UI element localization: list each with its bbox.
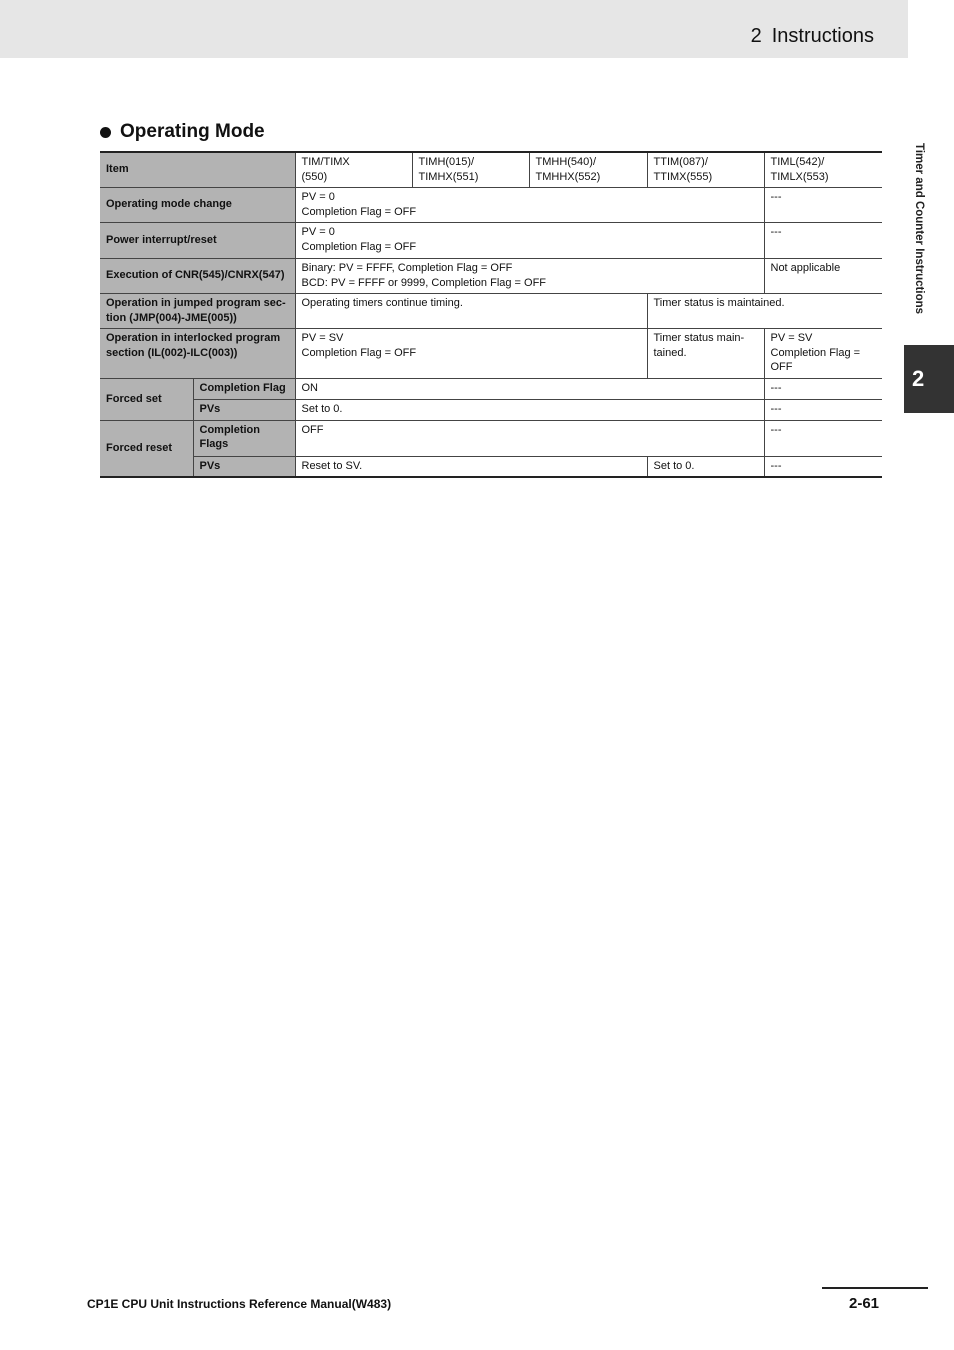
- row-value: PV = 0 Completion Flag = OFF: [295, 223, 764, 259]
- header-tmhh: TMHH(540)/ TMHHX(552): [529, 152, 647, 188]
- row-value-timl: Not applicable: [764, 259, 882, 294]
- section-title: [100, 121, 265, 143]
- header-timh: TIMH(015)/ TIMHX(551): [412, 152, 529, 188]
- chapter-number: 2: [750, 25, 762, 47]
- row-label: Operation in jumped program sec- tion (JMP(004)-JME(005)): [100, 294, 295, 329]
- sub-label: PVs: [193, 400, 295, 421]
- header-timl: TIML(542)/ TIMLX(553): [764, 152, 882, 188]
- row-value: OFF: [295, 420, 764, 456]
- header-tim: TIM/TIMX (550): [295, 152, 412, 188]
- row-value-timl: ---: [764, 400, 882, 421]
- row-label: Execution of CNR(545)/CNRX(547): [100, 259, 295, 294]
- row-value-timl: ---: [764, 420, 882, 456]
- side-section-label: [905, 143, 935, 338]
- row-label: Operating mode change: [100, 188, 295, 223]
- section-title-text: Operating Mode: [120, 121, 265, 142]
- row-value: PV = 0 Completion Flag = OFF: [295, 188, 764, 223]
- row-value-timl: ---: [764, 456, 882, 477]
- row-value-ttim: Set to 0.: [647, 456, 764, 477]
- row-value: PV = SV Completion Flag = OFF: [295, 329, 647, 379]
- row-value: Reset to SV.: [295, 456, 647, 477]
- chapter-tab: [904, 345, 954, 413]
- footer-rule: [822, 1287, 928, 1289]
- row-label-forced-set: Forced set: [100, 379, 193, 421]
- bullet-icon: [100, 127, 111, 138]
- row-value: Operating timers continue timing.: [295, 294, 647, 329]
- header-item: Item: [100, 152, 295, 188]
- header-ttim: TTIM(087)/ TTIMX(555): [647, 152, 764, 188]
- row-value-timl: PV = SV Completion Flag = OFF: [764, 329, 882, 379]
- row-label: Operation in interlocked program section (IL(002)-ILC(003)): [100, 329, 295, 379]
- table-row: [100, 223, 882, 259]
- sub-label: PVs: [193, 456, 295, 477]
- table-row: [100, 379, 882, 400]
- row-value-timl: ---: [764, 223, 882, 259]
- sub-label: Completion Flags: [193, 420, 295, 456]
- row-label-forced-reset: Forced reset: [100, 420, 193, 477]
- operating-mode-table: [100, 151, 882, 478]
- row-value-timl: ---: [764, 379, 882, 400]
- page-number: 2-61: [849, 1295, 880, 1312]
- chapter-tab-number: 2: [912, 366, 925, 391]
- table-row: [100, 329, 882, 379]
- table-row: [100, 420, 882, 456]
- table-row: [100, 259, 882, 294]
- row-value: ON: [295, 379, 764, 400]
- footer-manual-title: CP1E CPU Unit Instructions Reference Manual(W483): [87, 1297, 392, 1311]
- row-value: Set to 0.: [295, 400, 764, 421]
- row-value-timl: ---: [764, 188, 882, 223]
- table-row: [100, 456, 882, 477]
- table-row: [100, 400, 882, 421]
- row-value: Binary: PV = FFFF, Completion Flag = OFF BCD: PV = FFFF or 9999, Completion Flag = OFF: [295, 259, 764, 294]
- row-value-ttim-timl: Timer status is maintained.: [647, 294, 882, 329]
- side-label-text: Timer and Counter Instructions: [913, 143, 925, 315]
- table-row: [100, 294, 882, 329]
- table-header-row: [100, 152, 882, 188]
- sub-label: Completion Flag: [193, 379, 295, 400]
- header-title: [751, 25, 874, 48]
- row-value-ttim: Timer status main- tained.: [647, 329, 764, 379]
- chapter-title: Instructions: [771, 25, 874, 47]
- table-row: [100, 188, 882, 223]
- row-label: Power interrupt/reset: [100, 223, 295, 259]
